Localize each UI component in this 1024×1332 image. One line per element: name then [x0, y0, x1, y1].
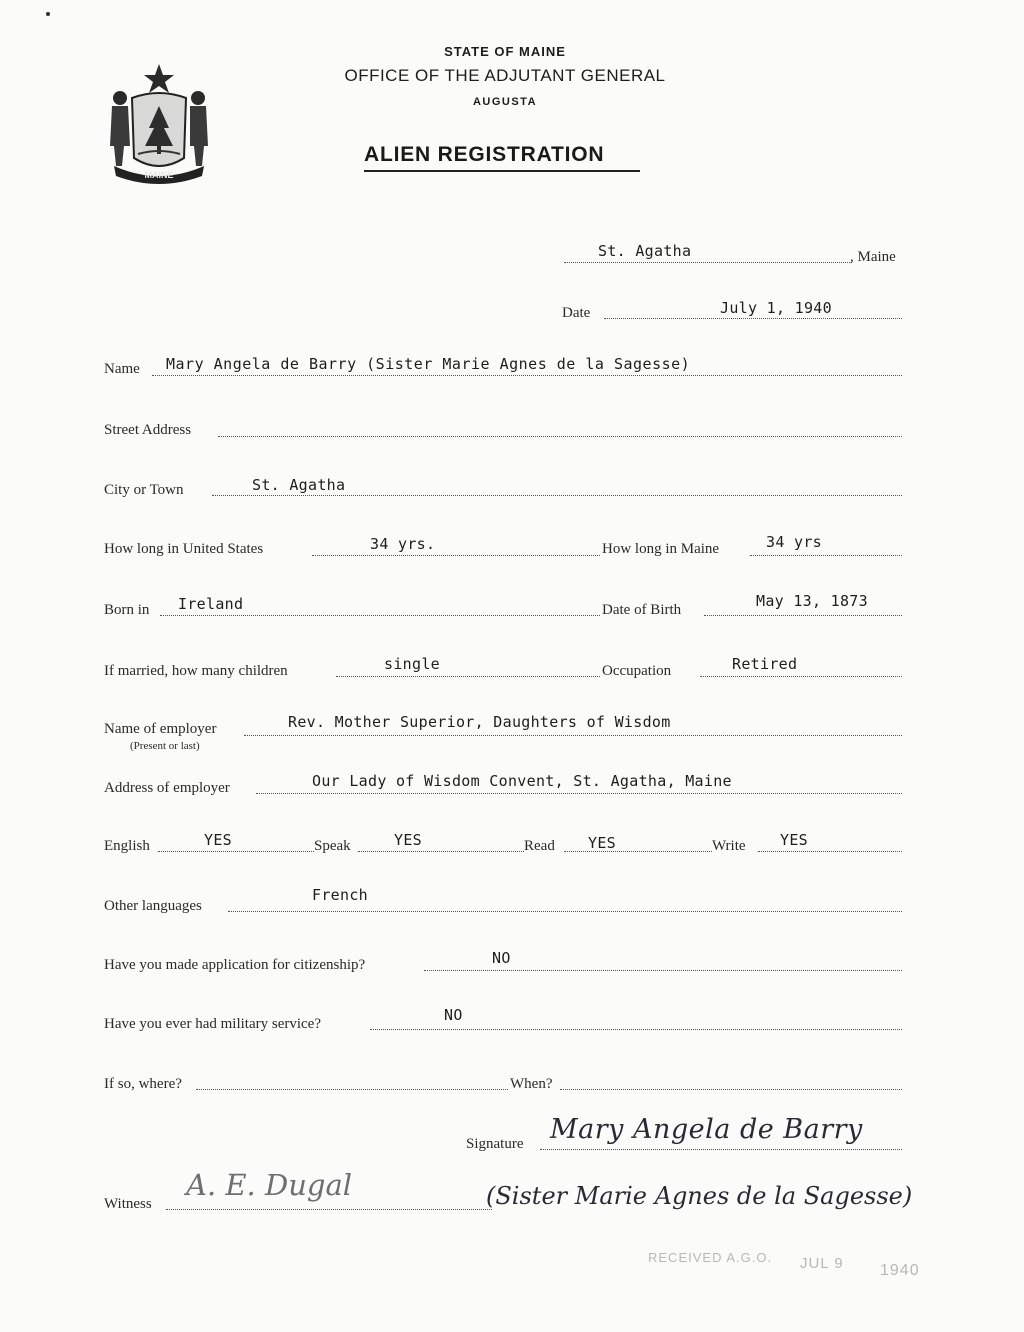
speak-label: Speak — [314, 838, 351, 854]
where-line — [196, 1089, 508, 1090]
born-value: Ireland — [178, 595, 244, 613]
maine-duration-label: How long in Maine — [602, 541, 720, 557]
children-line — [336, 676, 600, 677]
born-line — [160, 615, 600, 616]
employer-address-label: Address of employer — [104, 780, 230, 796]
received-stamp: RECEIVED A.G.O. — [648, 1250, 773, 1265]
occupation-label: Occupation — [602, 663, 672, 679]
location-suffix: , Maine — [850, 249, 896, 265]
signature-line — [540, 1149, 902, 1150]
military-line — [370, 1029, 902, 1030]
street-line — [218, 436, 902, 437]
where-label: If so, where? — [104, 1076, 182, 1092]
speak-value: YES — [394, 831, 422, 849]
employer-label: Name of employer — [104, 721, 217, 737]
when-line — [560, 1089, 902, 1090]
received-stamp-date: JUL 9 — [800, 1255, 844, 1272]
witness-label: Witness — [104, 1196, 152, 1212]
other-languages-label: Other languages — [104, 898, 202, 914]
us-duration-line — [312, 555, 600, 556]
maine-duration-line — [750, 555, 902, 556]
city-heading: AUGUSTA — [472, 96, 538, 108]
employer-address-line — [256, 793, 902, 794]
signature-value: Mary Angela de Barry — [550, 1114, 863, 1145]
read-line — [564, 851, 712, 852]
english-line — [158, 851, 314, 852]
scan-speck — [46, 12, 50, 16]
citizenship-value: NO — [492, 949, 511, 967]
employer-address-value: Our Lady of Wisdom Convent, St. Agatha, Maine — [312, 772, 732, 790]
form-title: ALIEN REGISTRATION — [364, 143, 605, 166]
employer-sublabel: (Present or last) — [130, 740, 200, 752]
employer-line — [244, 735, 902, 736]
witness-signature: A. E. Dugal — [186, 1168, 353, 1202]
date-line — [604, 318, 902, 319]
dob-line — [704, 615, 902, 616]
us-duration-label: How long in United States — [104, 541, 264, 557]
received-stamp-year: 1940 — [880, 1262, 920, 1279]
location-line — [564, 262, 852, 263]
us-duration-value: 34 yrs. — [370, 535, 436, 553]
city-line — [212, 495, 902, 496]
write-label: Write — [712, 838, 746, 854]
other-languages-line — [228, 911, 902, 912]
citizenship-label: Have you made application for citizenship? — [104, 957, 366, 973]
city-label: City or Town — [104, 482, 184, 498]
other-languages-value: French — [312, 886, 368, 904]
write-value: YES — [780, 831, 808, 849]
children-label: If married, how many children — [104, 663, 288, 679]
read-value: YES — [588, 834, 616, 852]
state-heading: STATE OF MAINE — [444, 44, 566, 59]
read-label: Read — [524, 838, 555, 854]
date-label: Date — [562, 305, 591, 321]
occupation-line — [700, 676, 902, 677]
signature-label: Signature — [466, 1136, 524, 1152]
dob-value: May 13, 1873 — [756, 592, 868, 610]
name-value: Mary Angela de Barry (Sister Marie Agnes de la Sagesse) — [166, 355, 691, 373]
name-line — [152, 375, 902, 376]
occupation-value: Retired — [732, 655, 798, 673]
signature-religious-name: (Sister Marie Agnes de la Sagesse) — [486, 1182, 913, 1210]
office-heading: OFFICE OF THE ADJUTANT GENERAL — [344, 66, 666, 85]
witness-line — [166, 1209, 492, 1210]
english-label: English — [104, 838, 150, 854]
military-value: NO — [444, 1006, 463, 1024]
military-label: Have you ever had military service? — [104, 1016, 321, 1032]
citizenship-line — [424, 970, 902, 971]
svg-text:MAINE: MAINE — [144, 170, 174, 180]
employer-value: Rev. Mother Superior, Daughters of Wisdom — [288, 713, 671, 731]
speak-line — [358, 851, 524, 852]
write-line — [758, 851, 902, 852]
street-label: Street Address — [104, 422, 192, 438]
title-underline — [364, 170, 640, 172]
city-value: St. Agatha — [252, 476, 346, 494]
maine-duration-value: 34 yrs — [766, 533, 822, 551]
dob-label: Date of Birth — [602, 602, 682, 618]
english-value: YES — [204, 831, 232, 849]
location-value: St. Agatha — [598, 242, 692, 260]
date-value: July 1, 1940 — [720, 299, 832, 317]
children-value: single — [384, 655, 440, 673]
born-label: Born in — [104, 602, 150, 618]
name-label: Name — [104, 361, 140, 377]
when-label: When? — [510, 1076, 553, 1092]
